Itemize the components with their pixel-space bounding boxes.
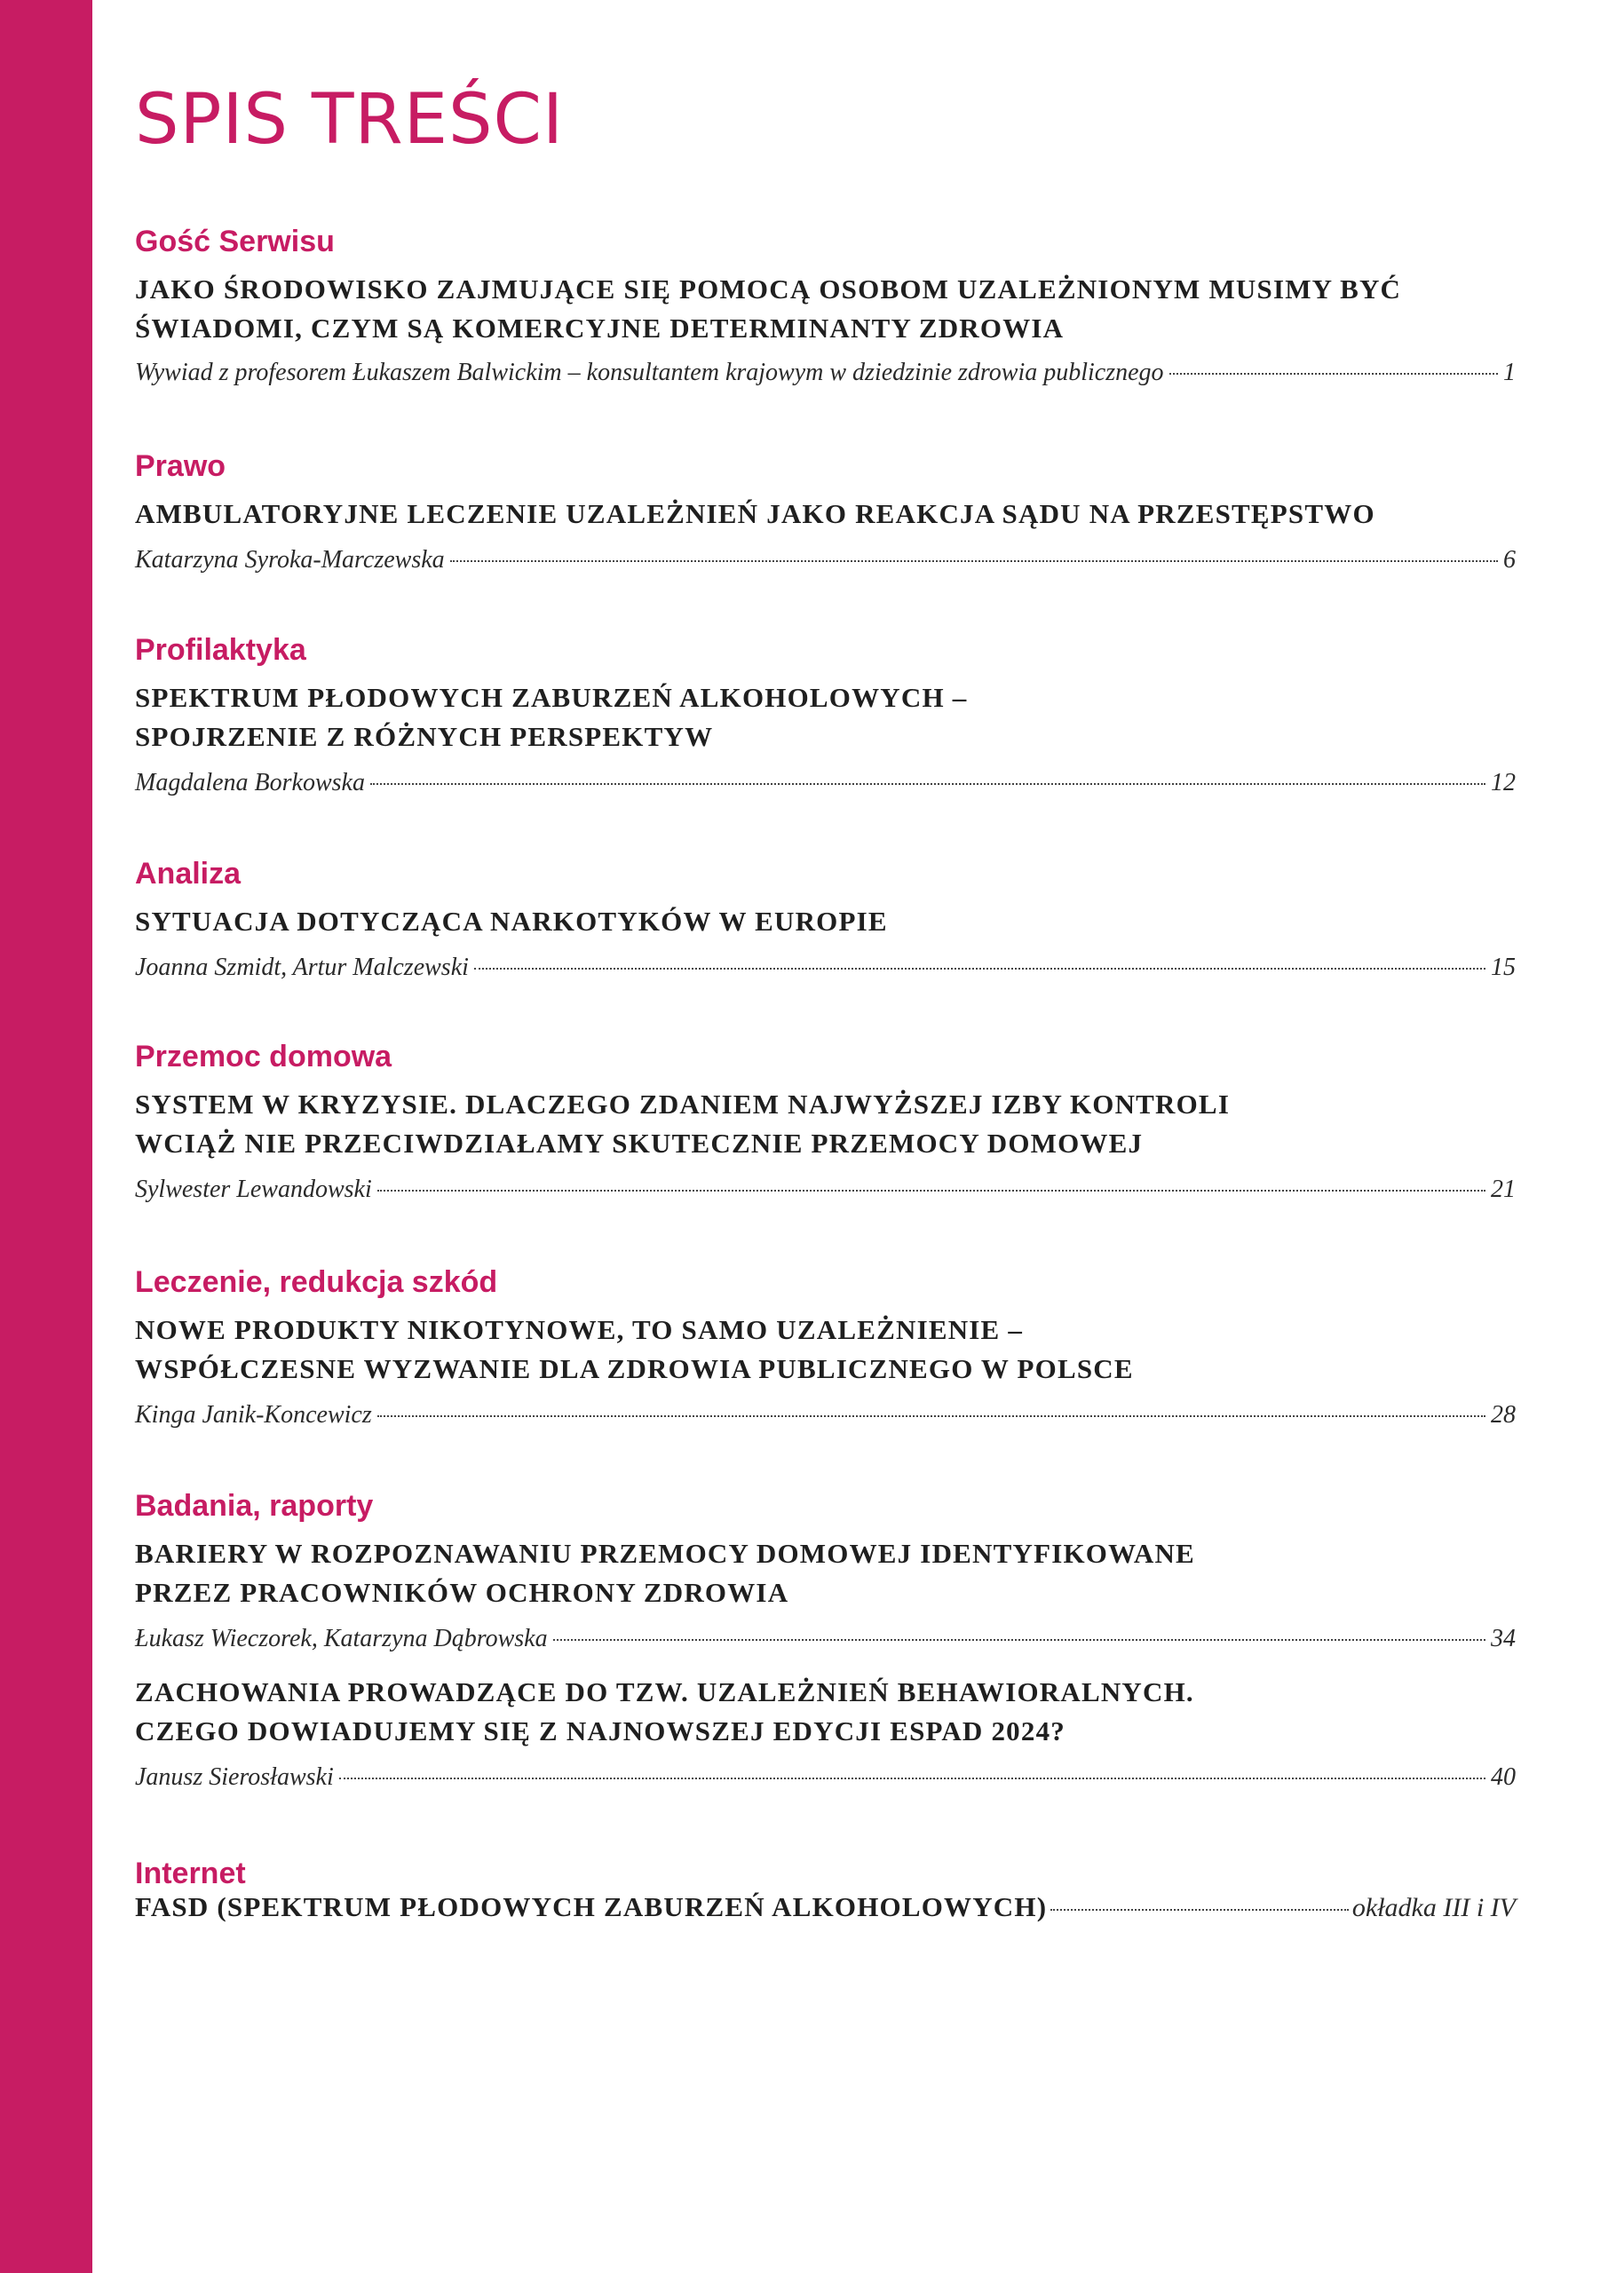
section-title: Gość Serwisu: [135, 225, 335, 258]
section-title: Badania, raporty: [135, 1489, 374, 1523]
dot-leader: [474, 968, 1485, 970]
article-author: Sylwester Lewandowski: [135, 1176, 372, 1203]
article-title: SYTUACJA DOTYCZĄCA NARKOTYKÓW W EUROPIE: [135, 906, 888, 937]
article-title: ŚWIADOMI, CZYM SĄ KOMERCYJNE DETERMINANTY ZDROWIA: [135, 313, 1065, 344]
toc-entry[interactable]: [135, 765, 1516, 801]
page-number: 21: [1491, 1176, 1516, 1203]
dot-leader: [1050, 1909, 1349, 1911]
toc-section-analiza: [135, 856, 1516, 986]
section-title: Internet: [135, 1857, 246, 1890]
dot-leader: [450, 560, 1498, 562]
article-author: Janusz Sierosławski: [135, 1763, 334, 1791]
section-title: Analiza: [135, 857, 242, 891]
article-title: SPOJRZENIE Z RÓŻNYCH PERSPEKTYW: [135, 721, 714, 752]
page-number: 15: [1491, 954, 1516, 981]
toc-section-przemoc-domowa: [135, 1039, 1516, 1208]
article-title: PRZEZ PRACOWNIKÓW OCHRONY ZDROWIA: [135, 1577, 789, 1608]
toc-entry[interactable]: [135, 1172, 1516, 1208]
toc-entry[interactable]: [135, 1621, 1516, 1657]
dot-leader: [553, 1639, 1485, 1641]
article-author: Łukasz Wieczorek, Katarzyna Dąbrowska: [135, 1625, 548, 1652]
toc-section-gosc-serwisu: [135, 224, 1516, 391]
article-title: WSPÓŁCZESNE WYZWANIE DLA ZDROWIA PUBLICZNEGO W POLSCE: [135, 1353, 1134, 1384]
article-title: SPEKTRUM PŁODOWYCH ZABURZEŃ ALKOHOLOWYCH –: [135, 682, 968, 713]
toc-section-leczenie: [135, 1264, 1516, 1433]
accent-sidebar: [0, 0, 92, 2273]
toc-entry[interactable]: [135, 950, 1516, 986]
dot-leader: [370, 783, 1485, 785]
article-title: JAKO ŚRODOWISKO ZAJMUJĄCE SIĘ POMOCĄ OSOBOM UZALEŻNIONYM MUSIMY BYĆ: [135, 273, 1402, 305]
dot-leader: [339, 1778, 1485, 1779]
page-number: 12: [1491, 769, 1516, 796]
section-title: Prawo: [135, 449, 226, 483]
page-number: okładka III i IV: [1351, 1893, 1516, 1922]
article-title: ZACHOWANIA PROWADZĄCE DO TZW. UZALEŻNIEŃ BEHAWIORALNYCH.: [135, 1676, 1194, 1707]
article-title: NOWE PRODUKTY NIKOTYNOWE, TO SAMO UZALEŻNIENIE –: [135, 1314, 1024, 1345]
dot-leader: [1169, 373, 1498, 375]
page-number: 1: [1503, 359, 1516, 386]
page-number: 34: [1491, 1625, 1516, 1652]
article-title: FASD (SPEKTRUM PŁODOWYCH ZABURZEŃ ALKOHOLOWYCH): [135, 1891, 1048, 1922]
dot-leader: [377, 1190, 1485, 1192]
article-author: Kinga Janik-Koncewicz: [135, 1401, 372, 1429]
section-title: Leczenie, redukcja szkód: [135, 1265, 498, 1299]
article-title: BARIERY W ROZPOZNAWANIU PRZEMOCY DOMOWEJ IDENTYFIKOWANE: [135, 1538, 1195, 1569]
toc-entry[interactable]: [135, 1398, 1516, 1433]
article-author: Joanna Szmidt, Artur Malczewski: [135, 954, 469, 981]
section-title: Przemoc domowa: [135, 1040, 392, 1073]
toc-entry[interactable]: [135, 1760, 1516, 1795]
page-number: 28: [1491, 1401, 1516, 1429]
toc-entry[interactable]: [135, 1891, 1516, 1923]
dot-leader: [377, 1415, 1485, 1417]
toc-entry[interactable]: [135, 355, 1516, 391]
page-title: SPIS TREŚCI: [135, 80, 564, 160]
article-title: WCIĄŻ NIE PRZECIWDZIAŁAMY SKUTECZNIE PRZEMOCY DOMOWEJ: [135, 1128, 1144, 1159]
article-title: SYSTEM W KRYZYSIE. DLACZEGO ZDANIEM NAJWYŻSZEJ IZBY KONTROLI: [135, 1089, 1231, 1120]
toc-entry[interactable]: [135, 543, 1516, 578]
section-title: Profilaktyka: [135, 633, 306, 667]
toc-section-prawo: [135, 448, 1516, 578]
article-title: CZEGO DOWIADUJEMY SIĘ Z NAJNOWSZEJ EDYCJI ESPAD 2024?: [135, 1715, 1066, 1746]
page-number: 6: [1503, 546, 1516, 574]
toc-section-badania-raporty: [135, 1488, 1516, 1795]
toc-section-internet: [135, 1856, 1516, 1923]
article-author: Katarzyna Syroka-Marczewska: [135, 546, 445, 574]
article-title: AMBULATORYJNE LECZENIE UZALEŻNIEŃ JAKO REAKCJA SĄDU NA PRZESTĘPSTWO: [135, 498, 1375, 529]
article-author: Magdalena Borkowska: [135, 769, 365, 796]
article-author: Wywiad z profesorem Łukaszem Balwickim – konsultantem krajowym w dziedzinie zdrowia publicznego: [135, 359, 1164, 386]
page-number: 40: [1491, 1763, 1516, 1791]
toc-section-profilaktyka: [135, 632, 1516, 801]
